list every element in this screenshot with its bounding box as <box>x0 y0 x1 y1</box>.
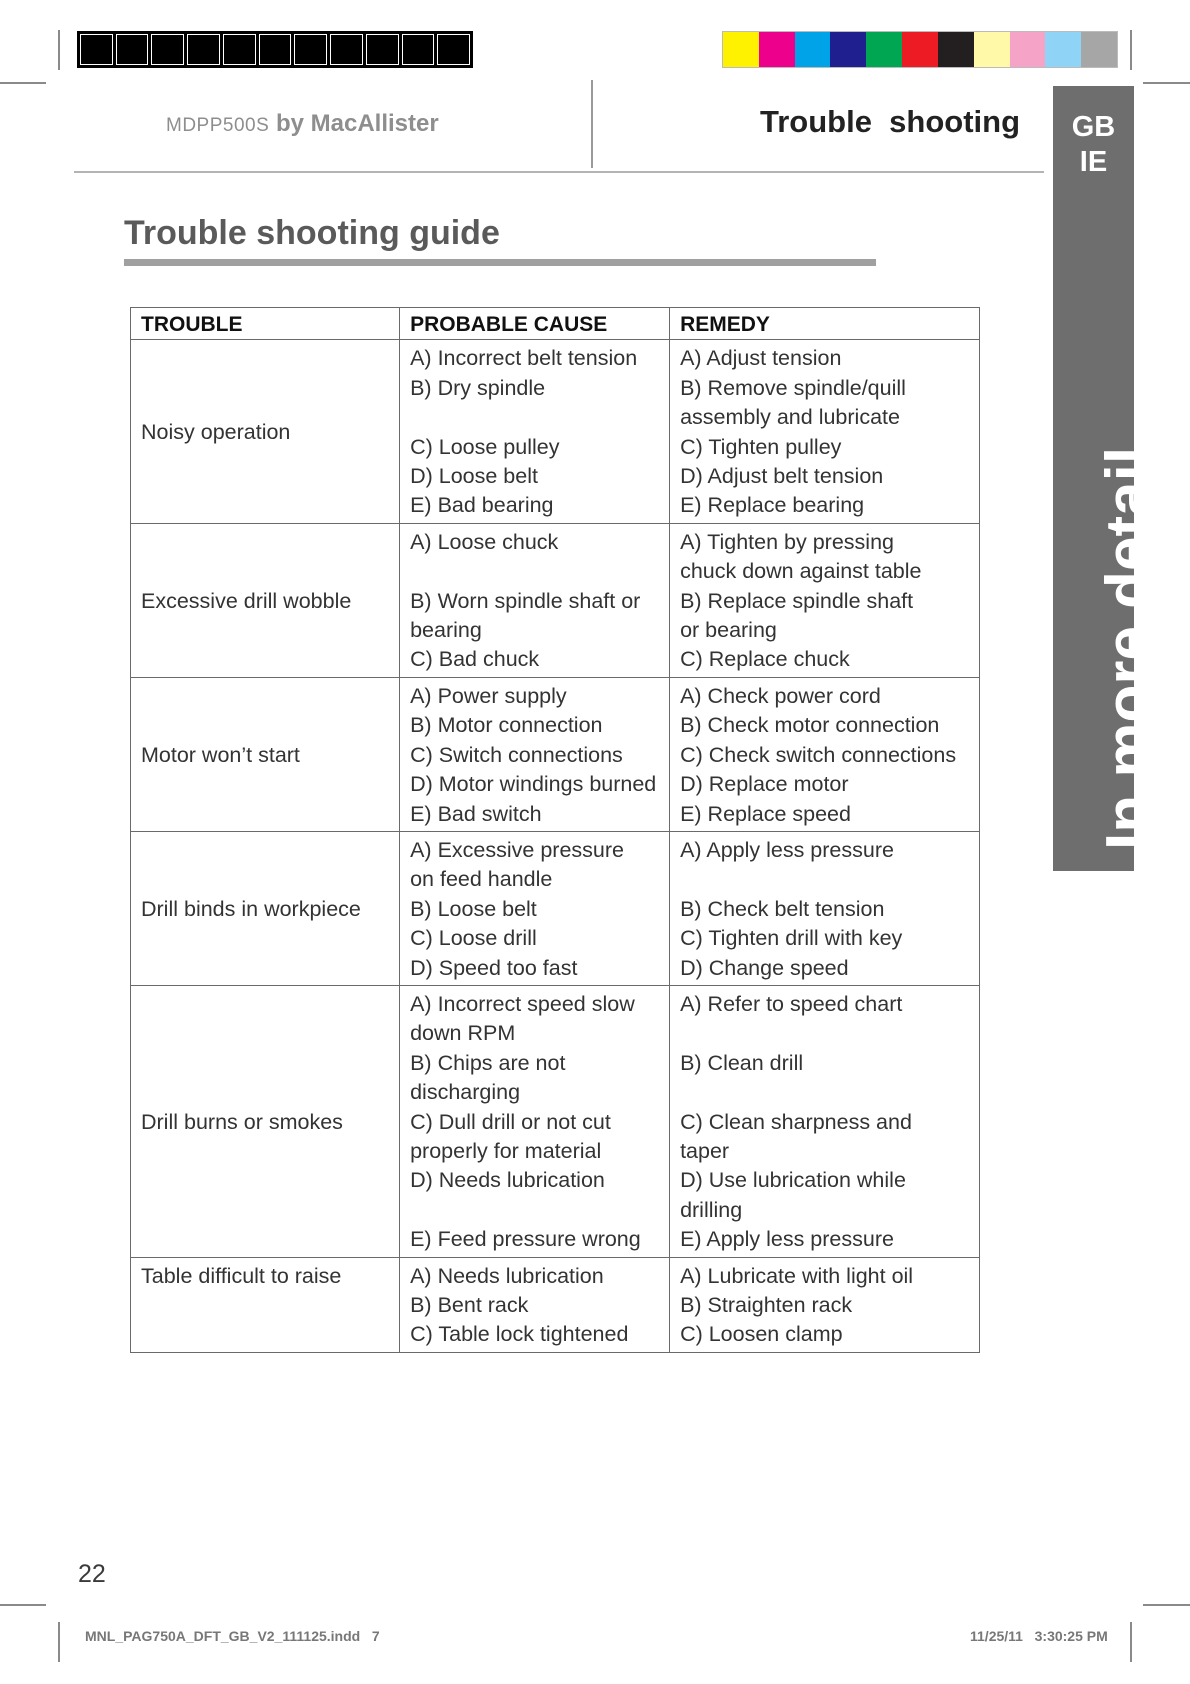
cause-line: D) Loose belt <box>410 464 538 489</box>
cause-line: B) Worn spindle shaft or <box>410 588 641 613</box>
cause-line: E) Bad switch <box>410 801 542 826</box>
cause-line: bearing <box>410 618 482 643</box>
remedy-line: B) Check belt tension <box>680 896 885 921</box>
remedy-line: C) Loosen clamp <box>680 1322 843 1347</box>
brand-name: by MacAllister <box>275 110 439 137</box>
model-number: MDPP500S <box>166 115 270 136</box>
color-swatch <box>830 32 866 67</box>
cause-line: A) Power supply <box>410 683 567 708</box>
blank-line <box>680 865 969 894</box>
table-header-row <box>131 308 980 340</box>
blank-line <box>410 1196 659 1225</box>
remedy-line: A) Check power cord <box>680 683 881 708</box>
cause-line: A) Needs lubrication <box>410 1263 604 1288</box>
cause-cell <box>400 340 670 523</box>
cause-line: A) Loose chuck <box>410 529 559 554</box>
cause-line: B) Bent rack <box>410 1292 529 1317</box>
page-title: Trouble shooting guide <box>124 214 500 252</box>
cause-cell <box>400 523 670 677</box>
blank-line <box>680 1078 969 1107</box>
remedy-cell <box>670 677 980 831</box>
remedy-line: E) Apply less pressure <box>680 1227 894 1252</box>
lang-ie: IE <box>1079 146 1108 178</box>
remedy-line: C) Tighten drill with key <box>680 926 903 951</box>
cause-line: C) Switch connections <box>410 742 623 767</box>
crop-mark <box>58 1622 60 1662</box>
remedy-line: or bearing <box>680 618 777 643</box>
remedy-line: C) Replace chuck <box>680 647 850 672</box>
remedy-line: E) Replace speed <box>680 801 851 826</box>
cause-line: C) Loose drill <box>410 926 537 951</box>
remedy-line: assembly and lubricate <box>680 405 900 430</box>
page-number: 22 <box>78 1560 106 1588</box>
remedy-cell <box>670 340 980 523</box>
cause-line: B) Dry spindle <box>410 375 546 400</box>
remedy-cell <box>670 523 980 677</box>
cause-line: B) Loose belt <box>410 896 537 921</box>
remedy-line: B) Clean drill <box>680 1050 804 1075</box>
cause-line: C) Loose pulley <box>410 434 560 459</box>
color-swatch <box>866 32 902 67</box>
brand-line <box>166 110 439 138</box>
color-swatch <box>1081 32 1117 67</box>
remedy-cell <box>670 985 980 1257</box>
remedy-line: drilling <box>680 1197 743 1222</box>
table-row <box>131 1257 980 1352</box>
table-row <box>131 985 980 1257</box>
remedy-line: E) Replace bearing <box>680 493 865 518</box>
color-swatches <box>722 31 1118 68</box>
remedy-line: C) Check switch connections <box>680 742 957 767</box>
cause-line: A) Incorrect speed slow <box>410 991 635 1016</box>
cause-cell <box>400 831 670 985</box>
table-row <box>131 677 980 831</box>
cause-line: D) Speed too fast <box>410 955 578 980</box>
crop-mark <box>1130 30 1132 70</box>
remedy-line: D) Replace motor <box>680 772 849 797</box>
trouble-cell: Drill burns or smokes <box>131 985 400 1257</box>
remedy-line: B) Straighten rack <box>680 1292 853 1317</box>
remedy-line: A) Apply less pressure <box>680 837 894 862</box>
cause-line: discharging <box>410 1080 521 1105</box>
cause-line: D) Motor windings burned <box>410 772 657 797</box>
header-divider <box>591 80 593 168</box>
cause-cell <box>400 1257 670 1352</box>
header-rule <box>74 171 1044 173</box>
cause-cell <box>400 677 670 831</box>
cause-line: A) Incorrect belt tension <box>410 346 638 371</box>
remedy-line: chuck down against table <box>680 559 922 584</box>
cause-line: E) Feed pressure wrong <box>410 1227 641 1252</box>
remedy-line: A) Tighten by pressing <box>680 529 894 554</box>
color-swatch <box>938 32 974 67</box>
side-tab-text: In more detail... <box>1094 395 1163 850</box>
crop-mark <box>1130 1622 1132 1662</box>
cause-line: E) Bad bearing <box>410 493 554 518</box>
trouble-cell: Noisy operation <box>131 340 400 523</box>
remedy-line: C) Clean sharpness and <box>680 1109 912 1134</box>
color-swatch <box>902 32 938 67</box>
crop-mark <box>1143 1604 1190 1606</box>
lang-gb: GB <box>1071 111 1116 143</box>
cause-line: B) Chips are not <box>410 1050 566 1075</box>
crop-mark <box>0 1604 46 1606</box>
remedy-line: A) Adjust tension <box>680 346 842 371</box>
file-name: MNL_PAG750A_DFT_GB_V2_111125.indd 7 <box>85 1628 380 1644</box>
remedy-line: A) Lubricate with light oil <box>680 1263 914 1288</box>
cause-line: C) Table lock tightened <box>410 1322 629 1347</box>
trouble-cell: Drill binds in workpiece <box>131 831 400 985</box>
color-swatch <box>759 32 795 67</box>
remedy-line: D) Adjust belt tension <box>680 464 884 489</box>
trouble-cell: Motor won’t start <box>131 677 400 831</box>
header-probable-cause: PROBABLE CAUSE <box>400 308 670 340</box>
remedy-cell <box>670 1257 980 1352</box>
table-row <box>131 340 980 523</box>
cause-line: properly for material <box>410 1138 602 1163</box>
remedy-line: B) Check motor connection <box>680 713 940 738</box>
trouble-cell: Excessive drill wobble <box>131 523 400 677</box>
crop-mark <box>58 30 60 70</box>
color-swatch <box>974 32 1010 67</box>
header-remedy: REMEDY <box>670 308 980 340</box>
remedy-line: A) Refer to speed chart <box>680 991 903 1016</box>
registration-bar <box>77 31 473 68</box>
color-swatch <box>1010 32 1046 67</box>
language-codes <box>1053 110 1134 180</box>
cause-line: B) Motor connection <box>410 713 603 738</box>
remedy-line: C) Tighten pulley <box>680 434 842 459</box>
remedy-line: B) Replace spindle shaft <box>680 588 914 613</box>
blank-line <box>680 1019 969 1048</box>
section-title: Trouble shooting <box>760 104 1021 139</box>
remedy-line: B) Remove spindle/quill <box>680 375 906 400</box>
cause-line: A) Excessive pressure <box>410 837 624 862</box>
color-swatch <box>795 32 831 67</box>
cause-line: D) Needs lubrication <box>410 1168 605 1193</box>
remedy-line: D) Use lubrication while <box>680 1168 906 1193</box>
print-timestamp: 11/25/11 3:30:25 PM <box>970 1628 1108 1644</box>
cause-line: on feed handle <box>410 867 553 892</box>
cause-line: C) Bad chuck <box>410 647 540 672</box>
blank-line <box>410 557 659 586</box>
troubleshooting-table <box>130 307 980 1353</box>
blank-line <box>410 403 659 432</box>
cause-cell <box>400 985 670 1257</box>
cause-line: C) Dull drill or not cut <box>410 1109 611 1134</box>
crop-mark <box>0 82 46 84</box>
color-swatch <box>1045 32 1081 67</box>
table-row <box>131 831 980 985</box>
crop-mark <box>1143 82 1190 84</box>
title-underline <box>124 259 876 266</box>
color-swatch <box>723 32 759 67</box>
remedy-cell <box>670 831 980 985</box>
table-row <box>131 523 980 677</box>
header-trouble: TROUBLE <box>131 308 400 340</box>
cause-line: down RPM <box>410 1021 516 1046</box>
trouble-cell: Table difficult to raise <box>131 1257 400 1352</box>
remedy-line: taper <box>680 1138 730 1163</box>
remedy-line: D) Change speed <box>680 955 849 980</box>
